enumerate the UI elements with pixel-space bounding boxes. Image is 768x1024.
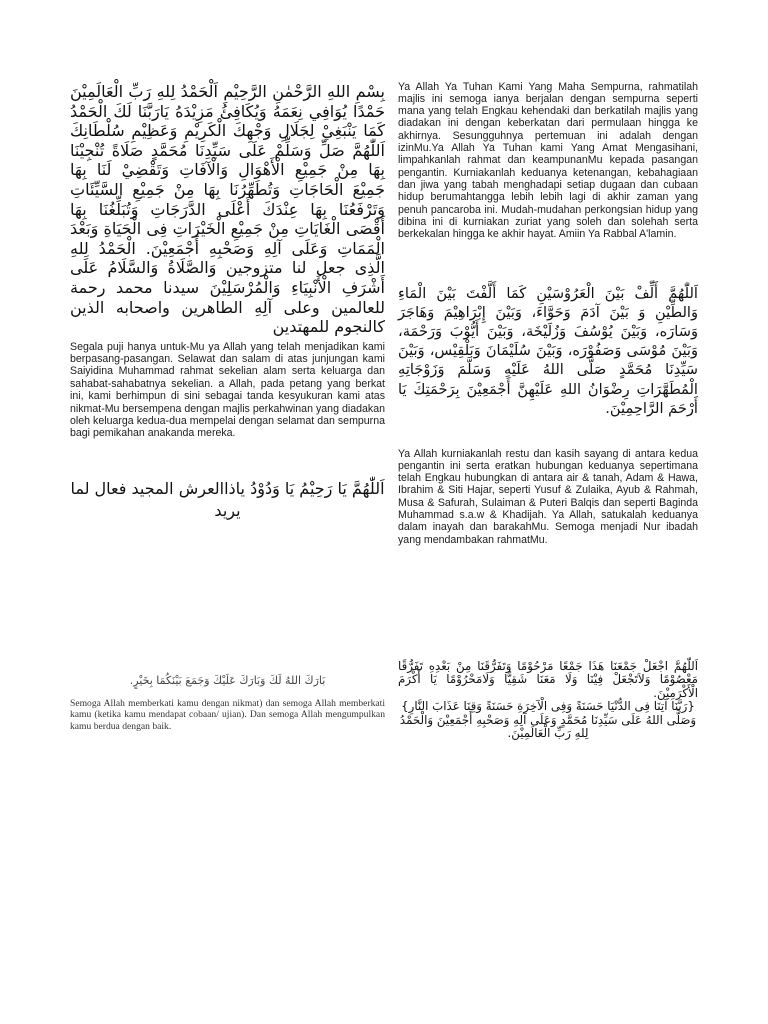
unite-couple-prayer-translation: Ya Allah kurniakanlah restu dan kasih sayang di antara kedua pengantin ini serta eratkan hubungan keduanya sepertimana telah Engkau hubungkan di antara air & tanah, Adam & Hawa, Ibrahim & Siti Hajar, seperti Yusuf & Zulaika, Ayub & Rahmah, Musa & Safurah, Sulaiman & Puteri Balqis dan seperti Baginda Muhammad s.a.w & Khadijah. Ya Allah, satukalah keduanya dalam inayah dan barakahMu. Semoga menjadi Nur ibadah yang mendambakan rahmatMu. [398, 447, 698, 546]
closing-prayer-line: {رَبَّنَا آتِنَا فِى الدُّنْيَا حَسَنَةً وَفِى الْآخِرَةِ حَسَنَةً وَقِنَا عَذَابَ النَّارِ} [401, 699, 695, 714]
closing-prayer-arabic [398, 660, 698, 740]
short-prayer-arabic: اَللّٰهُمَّ يَا رَحِيْمُ يَا وَدُوْدُ ياذاالعرش المجيد فعال لما يريد [70, 479, 385, 520]
closing-prayer-line: وَصَلَّى اللهُ عَلَى سَيِّدِنَا مُحَمَّدٍ وَعَلَى آلِهِ وَصَحْبِهِ أَجْمَعِيْنَ وَالْحَمْدُ لِلهِ رَبِّ الْعَالَمِيْنَ. [399, 712, 697, 741]
closing-prayer-line: اَللّٰهُمَّ اجْعَلْ جَمْعَنَا هَذَا جَمْعًا مَرْحُوْمًا وَتَفَرُّقَنَا مِنْ بَعْدِهِ تَفَرُّقًا مَعْصُوْمًا وَلاَتَجْعَلْ فِيْنَا وَلَا مَعَنَا شَقِيًّا وَلَامَحْرُوْمًا يَا أَكْرَمَ الْأَكْرَمِيْنَ. [398, 659, 698, 700]
barakallah-prayer-translation: Semoga Allah memberkati kamu dengan nikmat) dan semoga Allah memberkati kamu (ketika kamu mendapat cobaan/ ujian). Dan semoga Allah mengumpulkan kamu berdua dengan baik. [70, 697, 385, 732]
opening-prayer-translation: Segala puji hanya untuk-Mu ya Allah yang telah menjadikan kami berpasang-pasangan. Selawat dan salam di atas junjungan kami Saiyidina Muhammad rahmat sekelian alam serta keluarga dan sahabat-sahabatnya sekelian. a Allah, pada petang yang berkat ini, kami berhimpun di sini sebagai tanda kesyukuran kami atas nikmat-Mu bersempena dengan majlis perkahwinan yang diadakan oleh keluarga kedua-dua mempelai dengan selamat dan sempurna bagi pemikahan anakanda mereka. [70, 340, 385, 440]
barakallah-prayer-arabic: بَارَكَ اللهُ لَكَ وَبَارَكَ عَلَيْكَ وَجَمَعَ بَيْنَكُمَا بِخَيْرٍ. [129, 674, 326, 687]
opening-prayer-arabic: بِسْمِ اللهِ الرَّحْمٰنِ الرَّحِيْمِ اَلْحَمْدُ لِلهِ رَبِّ الْعَالَمِيْنَ حَمْدًا يُوَافِي نِعَمَهُ وَيُكَافِئُ مَزِيْدَهُ يَارَبَّنَا لَكَ الْحَمْدُ كَمَا يَنْبَغِيْ لِجَلَالِ وَجْهِكَ الْكَرِيْمِ وَعَظِيْمِ سُلْطَانِكَ اَللّٰهُمَّ صَلِّ وَسَلِّمْ عَلَى سَيِّدِنَا مُحَمَّدٍ صَلَاةً تُنْجِيْنَا بِهَا مِنْ جَمِيْعِ الْأَهْوَالِ وَالْآفَاتِ وَتَقْضِيْ لَنَا بِهَا جَمِيْعَ الْحَاجَاتِ وَتُطَهِّرُنَا بِهَا مِنْ جَمِيْعِ السَّيِّئَاتِ وَتَرْفَعُنَا بِهَا عِنْدَكَ أَعْلَى الدَّرَجَاتِ وَتُبَلِّغُنَا بِهَا أَقْصَى الْغَايَاتِ مِنْ جَمِيْعِ الْخَيْرَاتِ فِى الْحَيَاةِ وَبَعْدَ الْمَمَاتِ وَعَلَى آلِهِ وَصَحْبِهِ أَجْمَعِيْنَ. الْحَمْدُ لِلهِ الَّذِى جعل لنا متزوجين وَالصَّلَاةُ وَالسَّلَامُ عَلَى أَشْرَفِ الْأَنْبِيَاءِ وَالْمُرْسَلِيْنَ سيدنا محمد رحمة للعالمين وعلى آلِهِ الطاهرين واصحابه الذين كالنجوم للمهتدين [70, 82, 385, 337]
unite-couple-prayer-arabic: اَللّٰهُمَّ أَلِّفْ بَيْنَ الْعَرُوْسَيْنِ كَمَا أَلَّفْتَ بَيْنَ الْمَاءِ وَالطِّيْنِ وَ بَيْنَ آدَمَ وَحَوَّاءَ، وَبَيْنَ إِبْرَاهِيْمَ وَهَاجَرَ وَسَارَه، وَبَيْنَ يُوْسُفَ وَزُلَيْخَة، وَبَيْنَ أَيُّوْبَ وَرَحْمَة، وَبَيْنَ مُوْسَى وَصَفُوْرَه، وَبَيْنَ سُلَيْمَانَ وَبَلْقِيْس، وَبَيْنَ سَيِّدِنَا مُحَمَّدٍ صَلَّى اللهُ عَلَيْهِ وَسَلَّمَ وَزَوْجَاتِهِ الْمُطَهَّرَاتِ رِضْوَانُ اللهِ عَلَيْهِنَّ أَجْمَعِيْنَ بِرَحْمَتِكَ يَا أَرْحَمَ الرَّاحِمِيْنَ. [398, 284, 698, 417]
couple-prayer-malay: Ya Allah Ya Tuhan Kami Yang Maha Sempurna, rahmatilah majlis ini semoga ianya berjalan dengan sempurna seperti mana yang telah Engkau kehendaki dan berkatilah majlis yang diadakan ini dengan keberkatan dari permulaan hingga ke akhirnya. Sesungguhnya pertemuan ini adalah dengan izinMu.Ya Allah Ya Tuhan kami Yang Amat Mengasihani, limpahkanlah rahmat dan keampunanMu kepada pasangan pengantin. Kurniakanlah keduanya ketenangan, kebahagiaan dan jiwa yang tabah menghadapi setiap dugaan dan cubaan hidup berumahtangga lebih lebih lagi di akhir zaman yang penuh pancaroba ini. Mudah-mudahan perkongsian hidup yang dibina ini di kurniakan zuriat yang soleh dan solehah serta berkekalan hingga ke akhir hayat. Amiin Ya Rabbal A'lamin. [398, 80, 698, 241]
